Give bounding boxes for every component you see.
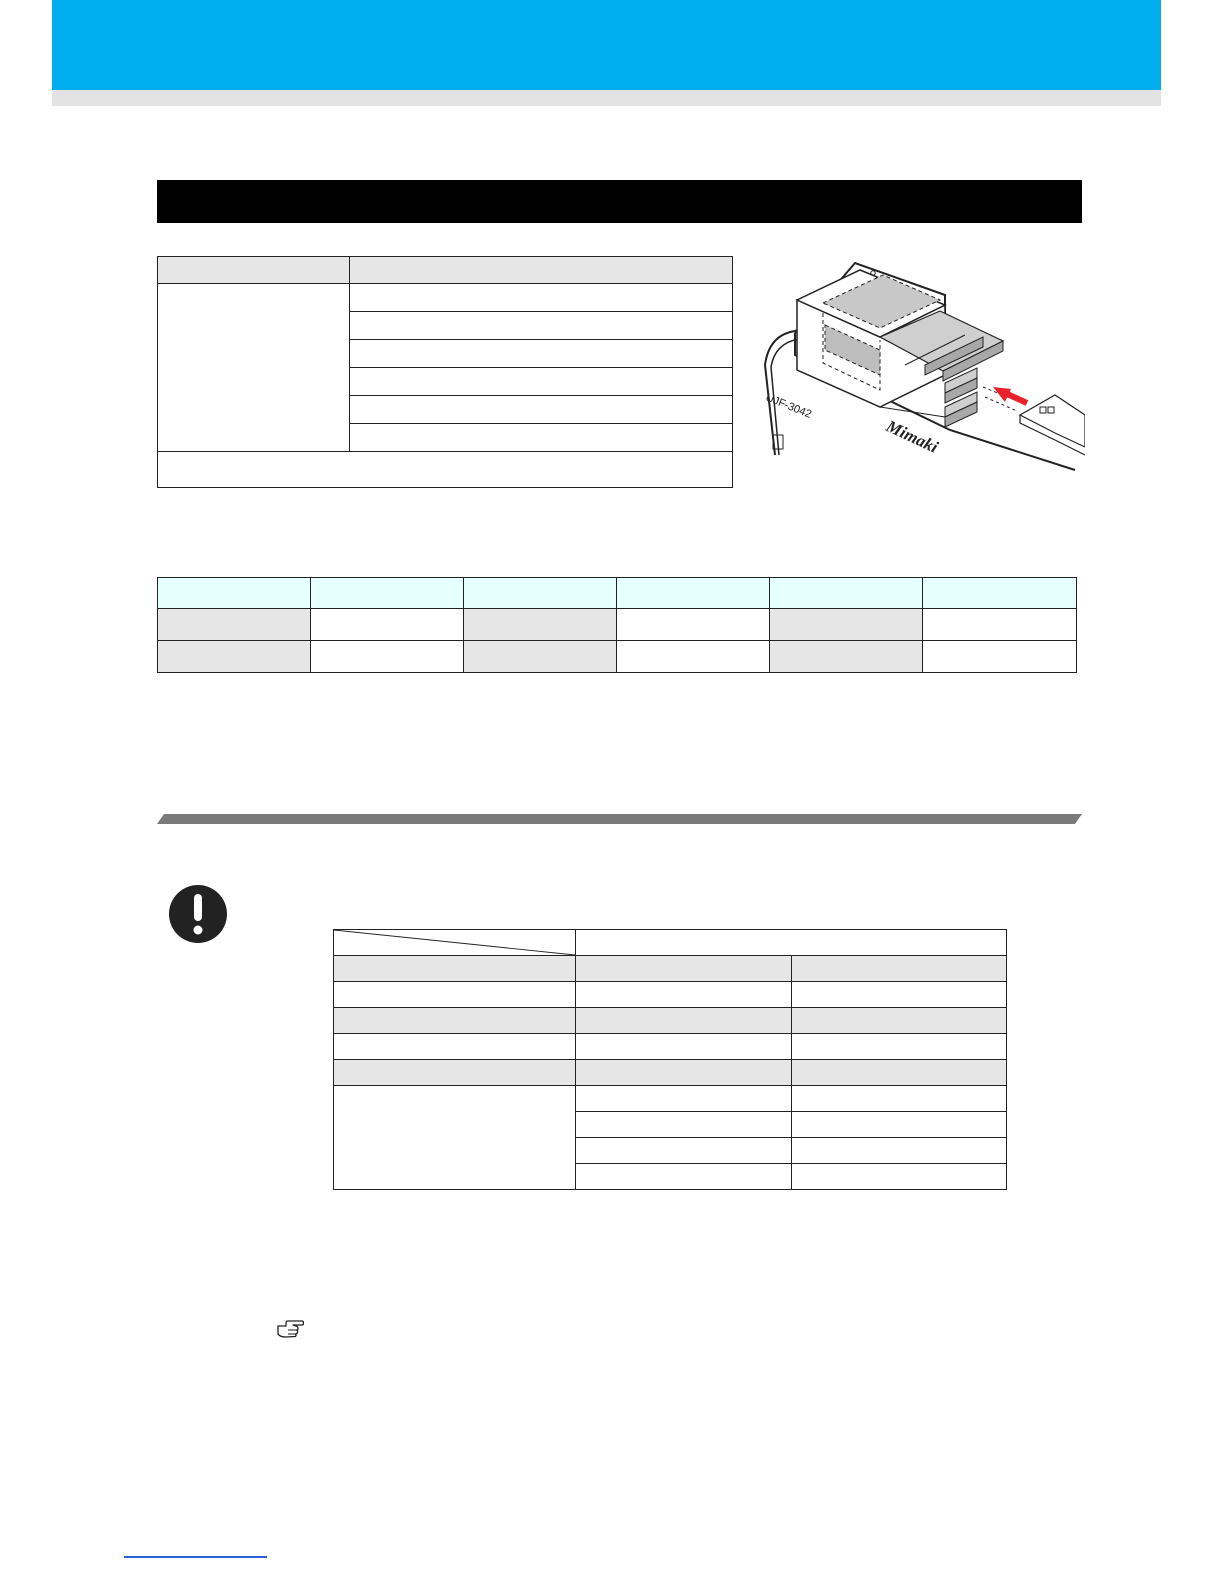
table-cell (464, 641, 617, 673)
table-header-cell (464, 578, 617, 609)
table-cell (792, 1164, 1007, 1190)
table-cell (464, 609, 617, 641)
table-cell (350, 340, 733, 368)
table-cell (576, 1086, 792, 1112)
header-shadow (52, 90, 1161, 106)
table-cell (311, 641, 464, 673)
table-cell (792, 1034, 1007, 1060)
table-cell (158, 284, 350, 452)
table-header-cell (770, 578, 923, 609)
table-cell (576, 982, 792, 1008)
table-cell (576, 1034, 792, 1060)
table-row (158, 578, 1077, 609)
table-cell (923, 609, 1077, 641)
table-row (158, 641, 1077, 673)
table-note-cell (158, 452, 733, 488)
setting-table (333, 929, 1007, 1190)
table-cell (792, 1008, 1007, 1034)
table-cell (792, 956, 1007, 982)
brand-logo: Mimaki (883, 416, 942, 457)
table-cell (334, 956, 576, 982)
table-cell (770, 609, 923, 641)
table-cell (576, 1008, 792, 1034)
exclamation-circle-icon (168, 884, 228, 944)
table-row (158, 609, 1077, 641)
table-cell (792, 982, 1007, 1008)
table-cell (350, 284, 733, 312)
table-cell (617, 609, 770, 641)
table-row (158, 452, 733, 488)
table-row (334, 1086, 1007, 1112)
table-corner-cell (334, 930, 576, 956)
table-cell (158, 641, 311, 673)
table-header-cell (576, 930, 1007, 956)
section-divider (157, 814, 1082, 824)
table-cell (334, 982, 576, 1008)
table-cell (334, 1034, 576, 1060)
table-cell (311, 609, 464, 641)
footer-link[interactable] (124, 1556, 267, 1558)
table-row (334, 982, 1007, 1008)
model-label: UJF-3042 (763, 391, 814, 421)
table-cell (576, 1138, 792, 1164)
table-cell (792, 1086, 1007, 1112)
table-cell (576, 1060, 792, 1086)
table-header-cell (617, 578, 770, 609)
table-cell (334, 1060, 576, 1086)
table-header-cell (158, 578, 311, 609)
table-cell (334, 1008, 576, 1034)
table-cell (576, 956, 792, 982)
table-cell (923, 641, 1077, 673)
table-row (158, 257, 733, 284)
table-cell (792, 1138, 1007, 1164)
table-row (334, 930, 1007, 956)
header-band (52, 0, 1161, 90)
table-cell (770, 641, 923, 673)
table-row (334, 956, 1007, 982)
section-title-bar (157, 180, 1082, 223)
table-cell (350, 312, 733, 340)
table-row (334, 1008, 1007, 1034)
pointing-hand-icon[interactable] (276, 1320, 304, 1338)
table-header-cell (350, 257, 733, 284)
ink-color-table (157, 577, 1077, 673)
table-cell (350, 424, 733, 452)
ink-slot-table (157, 256, 733, 488)
diagonal-line (334, 930, 575, 955)
table-header-cell (311, 578, 464, 609)
table-cell (334, 1086, 576, 1190)
table-row (334, 1060, 1007, 1086)
table-cell (576, 1164, 792, 1190)
table-cell (792, 1060, 1007, 1086)
table-cell (350, 396, 733, 424)
table-cell (158, 609, 311, 641)
table-row (334, 1034, 1007, 1060)
table-header-cell (923, 578, 1077, 609)
ink-cartridge-illustration (755, 255, 1085, 485)
table-cell (350, 368, 733, 396)
table-cell (792, 1112, 1007, 1138)
table-cell (576, 1112, 792, 1138)
table-header-cell (158, 257, 350, 284)
table-row (158, 284, 733, 312)
table-cell (617, 641, 770, 673)
